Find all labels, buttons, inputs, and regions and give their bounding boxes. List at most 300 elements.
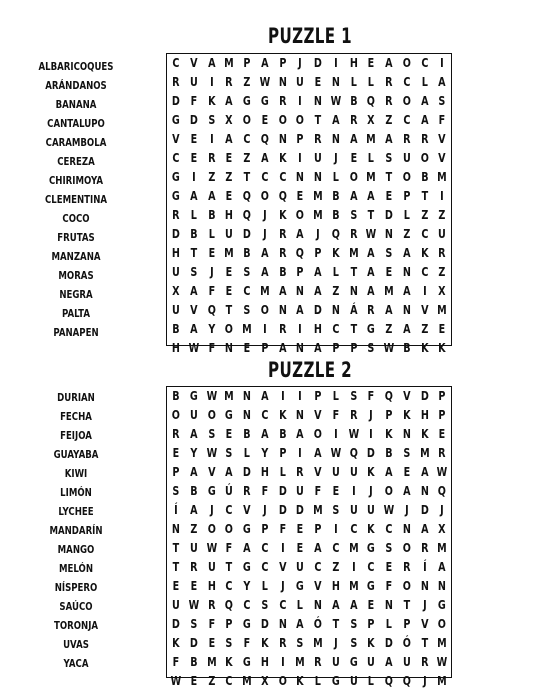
puzzle-2-word-list xyxy=(20,388,132,673)
grid-cell: E xyxy=(190,674,197,688)
grid-cell: C xyxy=(243,598,251,612)
grid-cell: K xyxy=(331,246,340,260)
grid-cell: P xyxy=(349,341,357,355)
grid-cell: C xyxy=(172,56,180,70)
grid-cell: T xyxy=(385,170,393,184)
grid-cell: Á xyxy=(349,303,358,317)
word-list-item: ARÁNDANOS xyxy=(45,79,107,92)
grid-cell: W xyxy=(188,341,199,355)
grid-cell: E xyxy=(350,151,357,165)
grid-cell: C xyxy=(261,170,269,184)
grid-cell: A xyxy=(260,427,269,441)
grid-cell: F xyxy=(385,579,393,593)
grid-cell: T xyxy=(225,560,233,574)
grid-cell: Z xyxy=(420,208,428,222)
grid-cell: W xyxy=(206,446,217,460)
grid-cell: D xyxy=(296,503,305,517)
grid-cell: A xyxy=(420,94,429,108)
grid-cell: V xyxy=(189,303,198,317)
grid-cell: C xyxy=(385,522,393,536)
grid-cell: M xyxy=(437,636,447,650)
grid-cell: E xyxy=(190,151,197,165)
grid-cell: B xyxy=(243,427,251,441)
grid-cell: O xyxy=(384,484,393,498)
grid-cell: F xyxy=(190,94,197,108)
grid-cell: P xyxy=(367,617,375,631)
grid-cell: A xyxy=(278,284,287,298)
word-list-item: CARAMBOLA xyxy=(45,136,107,149)
grid-cell: C xyxy=(420,56,428,70)
grid-cell: G xyxy=(349,655,358,669)
word-list-item: CLEMENTINA xyxy=(44,193,108,206)
grid-cell: N xyxy=(420,484,429,498)
grid-cell: L xyxy=(314,674,321,688)
grid-cell: O xyxy=(402,170,411,184)
grid-cell: G xyxy=(367,579,376,593)
grid-cell: N xyxy=(420,579,429,593)
grid-cell: S xyxy=(296,636,304,650)
grid-cell: R xyxy=(243,484,251,498)
grid-cell: C xyxy=(278,598,286,612)
grid-cell: F xyxy=(279,522,286,536)
grid-cell: R xyxy=(349,227,358,241)
grid-cell: O xyxy=(278,674,287,688)
grid-cell: T xyxy=(403,598,410,612)
grid-cell: R xyxy=(420,655,429,669)
grid-cell: U xyxy=(171,303,180,317)
grid-cell: N xyxy=(225,341,234,355)
grid-cell: K xyxy=(296,674,304,688)
grid-cell: S xyxy=(385,151,393,165)
grid-cell: Z xyxy=(207,674,215,688)
grid-cell: L xyxy=(243,446,250,460)
word-list-item: MELÓN xyxy=(58,562,94,575)
grid-cell: A xyxy=(260,56,269,70)
grid-cell: Í xyxy=(174,503,178,517)
grid-cell: R xyxy=(278,94,287,108)
grid-cell: U xyxy=(367,503,376,517)
grid-cell: A xyxy=(420,522,429,536)
word-list-item: FEIJOA xyxy=(60,429,92,442)
grid-cell: M xyxy=(295,655,305,669)
grid-cell: G xyxy=(367,541,376,555)
grid-cell: U xyxy=(402,655,411,669)
word-list-item: GUAYABA xyxy=(53,448,99,461)
grid-cell: J xyxy=(209,265,214,279)
grid-cell: O xyxy=(207,522,216,536)
word-list-item: NEGRA xyxy=(59,288,93,301)
grid-cell: A xyxy=(314,446,322,460)
word-list-item: MANZANA xyxy=(51,250,101,263)
grid-cell: R xyxy=(172,208,180,222)
word-list-item: FRUTAS xyxy=(57,231,95,244)
grid-cell: S xyxy=(243,265,251,279)
grid-cell: G xyxy=(260,94,269,108)
grid-cell: E xyxy=(332,484,339,498)
grid-cell: P xyxy=(278,56,286,70)
grid-cell: I xyxy=(298,322,302,336)
grid-cell: T xyxy=(421,636,428,650)
grid-cell: R xyxy=(349,113,358,127)
grid-cell: C xyxy=(225,674,233,688)
grid-cell: L xyxy=(332,170,339,184)
grid-cell: P xyxy=(314,389,322,403)
grid-cell: F xyxy=(261,484,268,498)
grid-cell: N xyxy=(438,579,447,593)
grid-cell: U xyxy=(438,227,447,241)
grid-cell: R xyxy=(172,75,180,89)
grid-cell: A xyxy=(367,189,375,203)
grid-cell: W xyxy=(383,503,395,517)
grid-cell: C xyxy=(225,579,233,593)
grid-cell: M xyxy=(242,322,252,336)
grid-cell: D xyxy=(189,636,198,650)
grid-cell: U xyxy=(171,598,180,612)
grid-cell: L xyxy=(368,151,375,165)
grid-cell: V xyxy=(438,151,446,165)
grid-cell: E xyxy=(225,427,233,441)
grid-cell: O xyxy=(260,189,269,203)
grid-cell: R xyxy=(438,246,446,260)
grid-cell: N xyxy=(278,303,287,317)
grid-cell: J xyxy=(209,503,214,517)
grid-cell: O xyxy=(420,151,429,165)
grid-cell: A xyxy=(367,246,375,260)
grid-cell: L xyxy=(297,598,304,612)
grid-cell: I xyxy=(298,446,302,460)
grid-cell: X xyxy=(172,284,180,298)
grid-cell: J xyxy=(316,227,320,241)
grid-cell: A xyxy=(189,322,198,336)
grid-cell: E xyxy=(314,75,322,89)
grid-cell: D xyxy=(313,56,322,70)
grid-cell: K xyxy=(367,465,375,479)
grid-cell: G xyxy=(438,598,447,612)
grid-cell: O xyxy=(402,56,411,70)
grid-cell: Z xyxy=(403,227,411,241)
word-list-item: UVAS xyxy=(63,638,89,651)
grid-cell: T xyxy=(190,246,197,260)
grid-cell: E xyxy=(190,132,197,146)
grid-cell: D xyxy=(171,617,180,631)
grid-cell: Z xyxy=(385,113,393,127)
grid-cell: R xyxy=(314,655,322,669)
grid-cell: O xyxy=(402,579,411,593)
grid-cell: D xyxy=(242,465,251,479)
grid-cell: I xyxy=(262,322,267,336)
grid-cell: I xyxy=(298,151,302,165)
grid-cell: B xyxy=(278,427,287,441)
grid-cell: M xyxy=(313,636,323,650)
grid-cell: C xyxy=(172,151,180,165)
grid-cell: D xyxy=(260,617,269,631)
grid-cell: M xyxy=(313,208,323,222)
puzzle-2-title: PUZZLE 2 xyxy=(268,358,352,382)
grid-cell: B xyxy=(172,389,180,403)
grid-cell: U xyxy=(402,151,411,165)
grid-cell: Z xyxy=(207,170,215,184)
grid-cell: R xyxy=(420,541,429,555)
grid-cell: K xyxy=(260,636,269,650)
grid-cell: C xyxy=(332,541,340,555)
grid-cell: B xyxy=(385,446,393,460)
grid-cell: E xyxy=(403,465,410,479)
grid-cell: T xyxy=(314,113,322,127)
word-list-item: PANAPEN xyxy=(53,326,99,339)
puzzle-2-letter-grid xyxy=(166,386,452,688)
grid-cell: G xyxy=(171,170,180,184)
grid-cell: I xyxy=(298,389,302,403)
grid-cell: G xyxy=(242,617,251,631)
grid-cell: S xyxy=(172,484,180,498)
grid-cell: R xyxy=(172,427,180,441)
grid-cell: M xyxy=(437,170,447,184)
grid-cell: R xyxy=(207,598,216,612)
grid-cell: A xyxy=(331,113,340,127)
grid-cell: K xyxy=(420,341,429,355)
grid-cell: I xyxy=(333,522,338,536)
grid-cell: T xyxy=(172,541,180,555)
grid-cell: C xyxy=(261,408,269,422)
grid-cell: L xyxy=(403,208,410,222)
grid-cell: G xyxy=(225,408,234,422)
grid-cell: H xyxy=(260,655,269,669)
puzzle-1-letter-grid xyxy=(166,53,452,355)
grid-cell: S xyxy=(385,246,393,260)
grid-cell: D xyxy=(278,484,287,498)
grid-cell: N xyxy=(296,284,305,298)
grid-cell: A xyxy=(278,341,287,355)
grid-cell: L xyxy=(332,265,339,279)
grid-cell: V xyxy=(172,132,180,146)
grid-cell: R xyxy=(278,636,287,650)
grid-cell: R xyxy=(314,132,322,146)
grid-cell: L xyxy=(421,75,428,89)
grid-cell: E xyxy=(225,189,233,203)
grid-cell: B xyxy=(331,189,340,203)
grid-cell: Q xyxy=(225,598,234,612)
grid-cell: F xyxy=(208,341,215,355)
grid-cell: G xyxy=(242,94,251,108)
grid-cell: A xyxy=(314,541,322,555)
grid-cell: K xyxy=(367,522,375,536)
grid-cell: N xyxy=(242,408,251,422)
grid-cell: O xyxy=(313,427,322,441)
grid-cell: S xyxy=(349,208,357,222)
grid-cell: A xyxy=(260,265,269,279)
grid-cell: H xyxy=(349,56,358,70)
grid-cell: S xyxy=(367,341,375,355)
grid-cell: I xyxy=(422,284,427,298)
grid-cell: S xyxy=(349,617,357,631)
grid-cell: O xyxy=(278,113,287,127)
grid-cell: Z xyxy=(438,265,446,279)
grid-cell: P xyxy=(261,341,269,355)
grid-cell: N xyxy=(384,227,393,241)
grid-cell: R xyxy=(367,303,375,317)
grid-cell: M xyxy=(384,284,394,298)
word-list-item: TORONJA xyxy=(53,619,99,632)
grid-cell: J xyxy=(280,579,285,593)
grid-cell: Z xyxy=(243,75,251,89)
grid-cell: B xyxy=(189,227,198,241)
grid-cell: W xyxy=(383,341,395,355)
grid-cell: F xyxy=(332,408,339,422)
grid-cell: Q xyxy=(278,189,287,203)
grid-cell: N xyxy=(313,598,322,612)
grid-cell: I xyxy=(440,189,444,203)
grid-cell: Q xyxy=(402,674,411,688)
grid-cell: I xyxy=(333,427,338,441)
grid-cell: K xyxy=(278,408,287,422)
grid-cell: B xyxy=(278,265,287,279)
grid-cell: P xyxy=(278,446,286,460)
grid-cell: A xyxy=(189,284,198,298)
grid-cell: E xyxy=(296,541,304,555)
grid-cell: K xyxy=(385,427,393,441)
grid-cell: Y xyxy=(261,446,269,460)
grid-cell: K xyxy=(207,94,216,108)
grid-cell: D xyxy=(242,227,251,241)
word-list-item: MORAS xyxy=(58,269,94,282)
grid-cell: U xyxy=(349,465,358,479)
word-list-item: YACA xyxy=(63,657,89,670)
grid-cell: P xyxy=(314,522,322,536)
grid-cell: O xyxy=(349,170,358,184)
grid-cell: E xyxy=(172,446,180,460)
grid-cell: S xyxy=(243,303,251,317)
grid-cell: O xyxy=(242,113,251,127)
grid-cell: M xyxy=(224,389,234,403)
grid-cell: S xyxy=(207,427,215,441)
grid-cell: M xyxy=(437,541,447,555)
grid-cell: Ó xyxy=(402,636,411,650)
grid-cell: T xyxy=(332,617,339,631)
grid-cell: S xyxy=(349,389,357,403)
grid-cell: T xyxy=(421,189,428,203)
grid-cell: W xyxy=(206,541,217,555)
grid-cell: W xyxy=(365,227,377,241)
grid-cell: B xyxy=(189,655,198,669)
grid-cell: J xyxy=(422,674,427,688)
grid-cell: A xyxy=(296,427,304,441)
grid-cell: X xyxy=(367,113,375,127)
puzzle-1-word-list xyxy=(20,57,132,342)
grid-cell: U xyxy=(331,655,340,669)
grid-cell: I xyxy=(351,560,356,574)
grid-cell: V xyxy=(314,579,322,593)
grid-cell: R xyxy=(189,560,198,574)
grid-cell: Q xyxy=(349,446,358,460)
grid-cell: E xyxy=(208,636,215,650)
grid-cell: V xyxy=(314,465,322,479)
grid-cell: T xyxy=(243,170,251,184)
grid-cell: I xyxy=(280,655,285,669)
grid-cell: P xyxy=(403,189,411,203)
grid-cell: R xyxy=(278,322,287,336)
grid-cell: V xyxy=(278,560,287,574)
grid-cell: F xyxy=(225,541,233,555)
grid-cell: O xyxy=(207,408,216,422)
grid-cell: M xyxy=(419,446,430,460)
grid-cell: A xyxy=(314,265,322,279)
grid-cell: R xyxy=(402,560,411,574)
grid-cell: R xyxy=(385,75,393,89)
word-list-item: NÍSPERO xyxy=(54,581,98,594)
grid-cell: C xyxy=(332,322,340,336)
grid-cell: A xyxy=(420,113,429,127)
grid-cell: C xyxy=(420,227,428,241)
grid-cell: A xyxy=(402,284,411,298)
grid-cell: A xyxy=(296,303,304,317)
grid-cell: W xyxy=(259,75,270,89)
grid-cell: D xyxy=(278,503,287,517)
grid-cell: P xyxy=(332,341,340,355)
grid-cell: M xyxy=(259,284,270,298)
grid-cell: C xyxy=(243,132,251,146)
grid-cell: W xyxy=(330,446,341,460)
puzzle-1-title: PUZZLE 1 xyxy=(268,24,352,48)
grid-cell: Z xyxy=(225,170,233,184)
grid-cell: Ú xyxy=(225,484,234,498)
grid-cell: H xyxy=(225,208,234,222)
grid-cell: H xyxy=(207,579,216,593)
grid-cell: A xyxy=(349,132,358,146)
grid-cell: F xyxy=(314,484,322,498)
grid-cell: R xyxy=(420,132,429,146)
grid-cell: A xyxy=(438,560,446,574)
grid-cell: A xyxy=(225,94,233,108)
grid-cell: N xyxy=(402,303,411,317)
grid-cell: I xyxy=(209,132,214,146)
grid-cell: A xyxy=(260,246,269,260)
grid-cell: P xyxy=(225,617,233,631)
grid-cell: P xyxy=(261,522,269,536)
grid-cell: M xyxy=(224,246,234,260)
grid-cell: T xyxy=(350,265,357,279)
grid-cell: L xyxy=(208,227,215,241)
grid-cell: S xyxy=(190,617,198,631)
grid-cell: E xyxy=(225,265,233,279)
grid-cell: N xyxy=(278,617,287,631)
grid-cell: U xyxy=(349,503,358,517)
grid-cell: L xyxy=(279,465,286,479)
grid-cell: K xyxy=(402,408,411,422)
grid-cell: C xyxy=(403,113,411,127)
grid-cell: N xyxy=(296,408,305,422)
grid-cell: Í xyxy=(422,560,427,574)
grid-cell: I xyxy=(280,389,285,403)
grid-cell: P xyxy=(172,465,180,479)
grid-cell: C xyxy=(403,75,411,89)
grid-cell: A xyxy=(189,189,198,203)
grid-cell: R xyxy=(278,227,287,241)
grid-cell: A xyxy=(420,465,429,479)
grid-cell: C xyxy=(367,560,375,574)
grid-cell: E xyxy=(225,284,233,298)
grid-cell: E xyxy=(261,113,268,127)
grid-cell: J xyxy=(440,503,444,517)
grid-cell: K xyxy=(278,208,287,222)
grid-cell: L xyxy=(332,389,339,403)
grid-cell: B xyxy=(243,246,251,260)
grid-cell: E xyxy=(208,246,215,260)
grid-cell: S xyxy=(349,636,357,650)
grid-cell: K xyxy=(420,246,429,260)
grid-cell: G xyxy=(242,522,251,536)
grid-cell: B xyxy=(402,341,411,355)
grid-cell: V xyxy=(243,503,251,517)
